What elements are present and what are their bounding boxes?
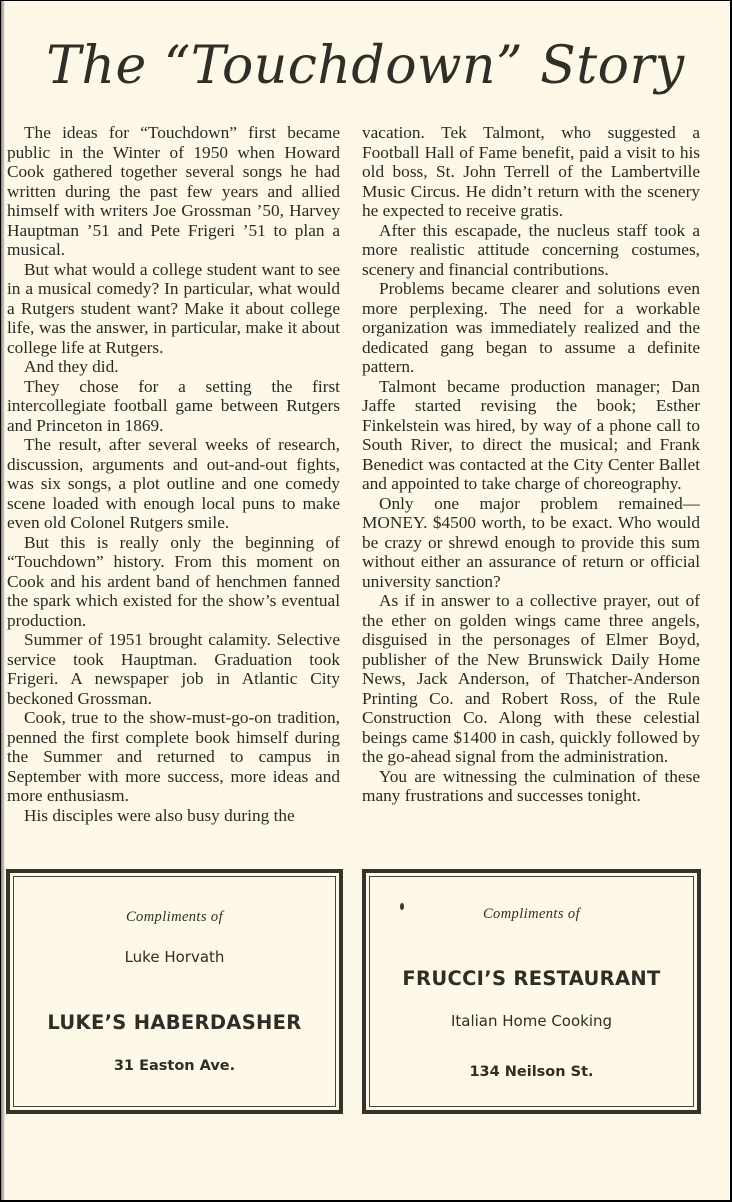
article-column-left [7,123,340,825]
paragraph: After this escapade, the nucleus staff took a more realistic attitude concerning costumes, scenery and financial contributions. [362,220,700,279]
paragraph: His disciples were also busy during the [24,805,295,825]
paragraph: Cook, true to the show-must-go-on tradition, penned the first complete book himself during the Summer and returned to campus in September with more success, more ideas and more enthusiasm. [7,708,340,805]
ad-address: 134 Neilson St. [469,1064,594,1080]
paragraph: Only one major problem remained—MONEY. $4500 worth, to be exact. Who would be crazy or shrewd enough to provide this sum without either an assurance of return or official university sanction? [362,493,700,591]
program-page [1,1,730,1200]
paragraph: Talmont became production manager; Dan Jaffe started revising the book; Esther Finkelstein was hired, by way of a phone call to South River, to direct the musical; and Frank Benedict was contacted at the City Center Ballet and appointed to take charge of choreography. [362,376,700,493]
page-title: The “Touchdown” Story [46,36,685,96]
paragraph: Summer of 1951 brought calamity. Selective service took Hauptman. Graduation took Frigeri. A newspaper job in Atlantic City beckoned Grossman. [7,630,340,708]
paragraph: Problems became clearer and solutions even more perplexing. The need for a workable organization was immediately realized and the dedicated gang began to assume a definite pattern. [362,279,700,376]
paragraph: You are witnessing the culmination of these many frustrations and successes tonight. [362,766,700,805]
ad-person: Luke Horvath [124,948,225,966]
ad-lukes-haberdasher [6,869,343,1114]
paragraph: And they did. [24,357,119,376]
paragraph: As if in answer to a collective prayer, out of the ether on golden wings came three angels, disguised in the personages of Elmer Boyd, publisher of the New Brunswick Daily Home News, Jack Anderson, of Thatcher-Anderson Printing Co. and Robert Ross, of the Rule Construction Co. Along with these celestial beings came $1400 in cash, quickly followed by the go-ahead signal from the administration. [362,591,700,766]
paragraph: But this is really only the beginning of “Touchdown” history. From this moment on Cook and his ardent band of henchmen fanned the spark which existed for the show’s eventual production. [7,532,340,630]
paragraph: They chose for a setting the first intercollegiate football game between Rutgers and Princeton in 1869. [7,376,340,435]
paragraph: The ideas for “Touchdown” first became public in the Winter of 1950 when Howard Cook gathered together several songs he had written during the past few years and allied himself with writers Joe Grossman ’50, Harvey Hauptman ’51 and Pete Frigeri ’51 to plan a musical. [7,123,340,259]
paragraph: The result, after several weeks of research, discussion, arguments and out-and-out fights, was six songs, a plot outline and one comedy scene loaded with enough local puns to make even old Colonel Rutgers smile. [7,435,340,532]
ad-address: 31 Easton Ave. [113,1058,236,1074]
paragraph: vacation. Tek Talmont, who suggested a Football Hall of Fame benefit, paid a visit to his old boss, St. John Terrell of the Lambertville Music Circus. He didn’t return with the scenery he expected to receive gratis. [362,123,700,220]
ad-business-name: LUKE’S HABERDASHER [47,1011,302,1034]
ad-business-name: FRUCCI’S RESTAURANT [402,967,661,990]
ad-fruccis-restaurant [362,869,701,1114]
ad-tagline: Italian Home Cooking [450,1012,613,1030]
paragraph: But what would a college student want to see in a musical comedy? In particular, what would a Rutgers student want? Make it about college life, was the answer, in particular, make it about college life at Rutgers. [7,259,340,357]
article-column-right [362,123,700,806]
ad-compliments: Compliments of [125,909,224,925]
ad-compliments: Compliments of [482,906,581,922]
